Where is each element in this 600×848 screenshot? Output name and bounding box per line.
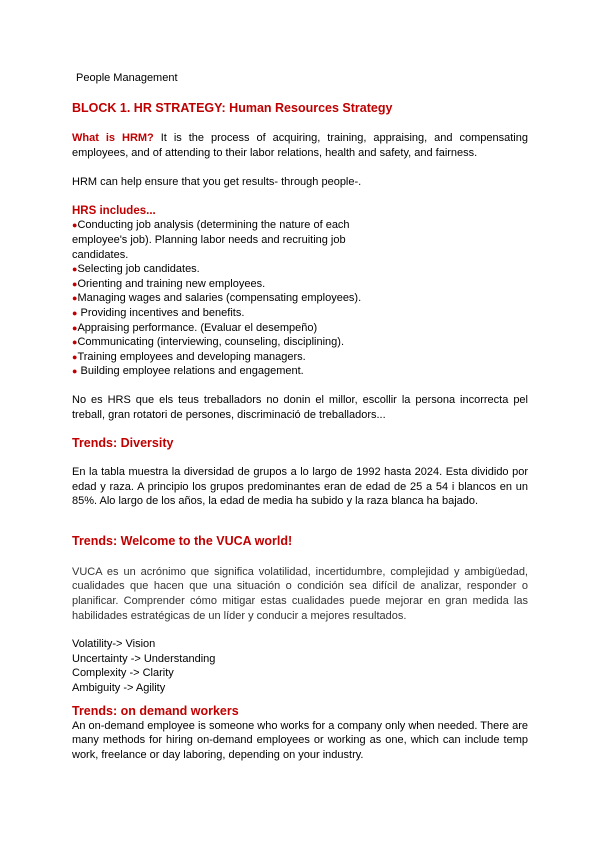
list-item: ●Conducting job analysis (determining the nature of each employee's job). Planning labor needs and recruiting job candidates.: [72, 219, 350, 261]
diversity-heading: Trends: Diversity: [72, 436, 174, 451]
bullet-icon: ●: [72, 307, 78, 318]
list-item: ●Managing wages and salaries (compensating employees).: [72, 292, 362, 305]
list-item: ●Communicating (interviewing, counseling, disciplining).: [72, 336, 345, 349]
list-item: ●Orienting and training new employees.: [72, 277, 266, 290]
vuca-pair: Uncertainty -> Understanding: [72, 652, 216, 665]
list-item: ● Building employee relations and engagement.: [72, 365, 304, 378]
bullet-icon: ●: [72, 366, 78, 377]
vuca-heading: Trends: Welcome to the VUCA world!: [72, 533, 293, 548]
bullet-icon: ●: [72, 322, 78, 333]
hrs-list: [72, 218, 528, 379]
vuca-pair: Volatility-> Vision: [72, 638, 156, 651]
document-body: [72, 101, 528, 762]
bullet-icon: ●: [72, 278, 78, 289]
hrs-heading: HRS includes...: [72, 204, 156, 217]
on-demand-heading: Trends: on demand workers: [72, 703, 239, 718]
bullet-icon: ●: [72, 337, 78, 348]
what-is-hrm-label: What is HRM?: [72, 132, 154, 144]
list-item: ●Selecting job candidates.: [72, 263, 200, 276]
what-is-hrm-paragraph: [72, 131, 528, 160]
diversity-paragraph: En la tabla muestra la diversidad de grupos a lo largo de 1992 hasta 2024. Esta dividido por edad y raza. A principio los grupos predominantes eran de edad de 25 a 54 i blancos en un 85%. Alo largo de los años, la edad de media ha subido y la raza blanca ha bajado.: [72, 466, 528, 508]
block-title: BLOCK 1. HR STRATEGY: Human Resources Strategy: [72, 101, 393, 115]
vuca-pair: Ambiguity -> Agility: [72, 682, 166, 695]
bullet-icon: ●: [72, 220, 78, 231]
bullet-icon: ●: [72, 351, 78, 362]
bullet-icon: ●: [72, 264, 78, 275]
vuca-pairs: [72, 637, 528, 695]
what-is-hrm-text: It is the process of acquiring, training, appraising, and compensating employees, and of attending to their labor relations, health and safety, and fairness.: [72, 132, 528, 159]
results-line: HRM can help ensure that you get results- through people-.: [72, 176, 362, 189]
on-demand-paragraph: An on-demand employee is someone who works for a company only when needed. There are many methods for hiring on-demand employees or working as one, which can include temp work, freelance or day laboring, depending on your industry.: [72, 719, 528, 761]
list-item: ● Providing incentives and benefits.: [72, 306, 245, 319]
no-es-paragraph: No es HRS que els teus treballadors no donin el millor, escollir la persona incorrecta pel treball, gran rotatori de persones, discriminació de treballadors...: [72, 393, 528, 421]
vuca-paragraph: VUCA es un acrónimo que significa volatilidad, incertidumbre, complejidad y ambigüedad, cualidades que hacen que una situación o condición sea difícil de analizar, responder o planificar. Comprender cómo mitigar estas cualidades puede mejorar en gran medida las habilidades estratégicas de un líder y conducir a mejores resultados.: [72, 565, 528, 622]
bullet-icon: ●: [72, 293, 78, 304]
page-header: People Management: [76, 72, 178, 84]
list-item: ●Training employees and developing managers.: [72, 350, 306, 363]
list-item: ●Appraising performance. (Evaluar el desempeño): [72, 321, 318, 334]
vuca-pair: Complexity -> Clarity: [72, 667, 174, 680]
